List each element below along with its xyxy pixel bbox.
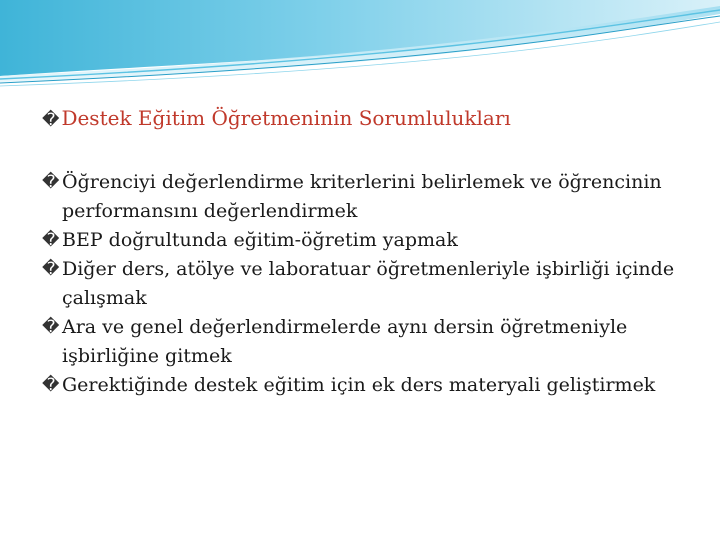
list-item-text: Öğrenciyi değerlendirme kriterlerini belirlemek ve öğrencinin performansını değerlendirmek [62,171,662,222]
list-item [42,255,692,313]
bullet-icon: � [42,230,60,250]
slide-title-text: Destek Eğitim Öğretmeninin Sorumlulukları [61,106,511,130]
list-item [42,313,692,371]
header-wave-decoration [0,0,720,90]
list-item-text: Ara ve genel değerlendirmelerde aynı dersin öğretmeniyle işbirliğine gitmek [62,316,628,367]
bullet-icon: � [42,172,60,192]
list-item-text: BEP doğrultunda eğitim-öğretim yapmak [62,229,458,251]
list-item [42,168,692,226]
list-item [42,226,692,255]
slide-title [42,104,702,134]
bullet-icon: � [42,259,60,279]
list-item-text: Gerektiğinde destek eğitim için ek ders materyali geliştirmek [62,374,656,396]
bullet-icon: � [42,375,60,395]
bullet-list [42,168,692,400]
list-item [42,371,692,400]
list-item-text: Diğer ders, atölye ve laboratuar öğretmenleriyle işbirliği içinde çalışmak [62,258,675,309]
bullet-icon: � [42,317,60,337]
title-bullet-icon: � [42,110,60,130]
